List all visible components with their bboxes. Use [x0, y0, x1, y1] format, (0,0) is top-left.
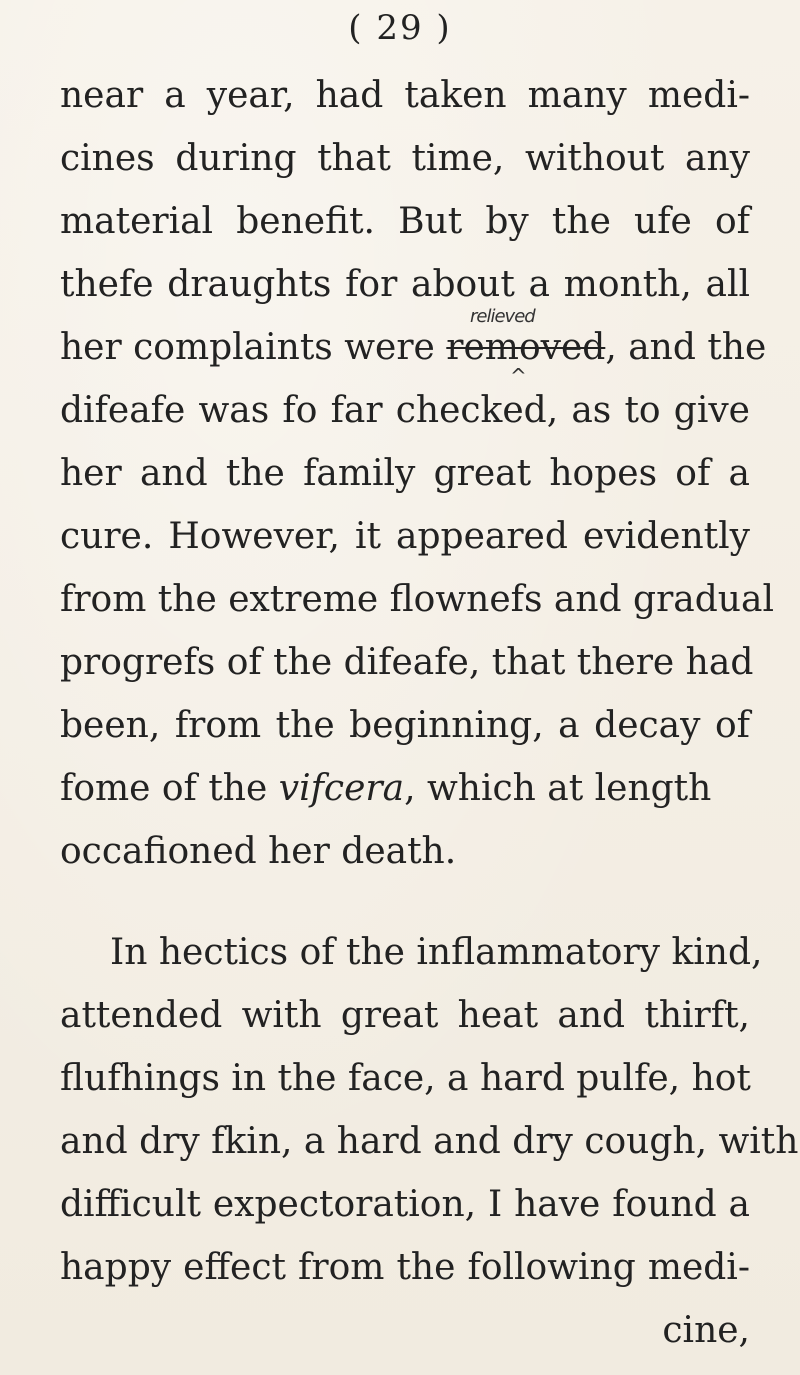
text-segment: her complaints were: [60, 327, 447, 368]
text-line: flufhings in the face, a hard pulfe, hot: [60, 1058, 751, 1099]
italic-word: vifcera: [278, 768, 405, 809]
text-line: thefe draughts for about a month, all: [60, 264, 750, 305]
text-line: cine,: [662, 1310, 750, 1351]
page-number: ( 29 ): [348, 8, 452, 48]
text-line: In hectics of the inflammatory kind,: [110, 932, 763, 973]
text-segment: , and the: [605, 327, 767, 368]
text-line: cines during that time, without any: [60, 138, 750, 179]
text-line: near a year, had taken many medi-: [60, 75, 750, 116]
text-line: occafioned her death.: [60, 831, 457, 872]
text-line: been, from the beginning, a decay of: [60, 705, 750, 746]
text-line: and dry fkin, a hard and dry cough, with: [60, 1121, 799, 1162]
text-line: difficult expectoration, I have found a: [60, 1184, 750, 1225]
text-line: [60, 327, 767, 368]
text-line: happy effect from the following medi-: [60, 1247, 750, 1288]
handwritten-correction: relieved: [470, 306, 535, 327]
insertion-caret: ^: [510, 364, 527, 388]
text-line: [60, 768, 750, 809]
text-line: her and the family great hopes of a: [60, 453, 750, 494]
text-segment: , which at length: [404, 768, 712, 809]
text-line: material benefit. But by the ufe of: [60, 201, 750, 242]
text-line: attended with great heat and thirft,: [60, 995, 750, 1036]
text-line: from the extreme flownefs and gradual: [60, 579, 774, 620]
struck-word: removed: [446, 327, 606, 368]
text-segment: fome of the: [60, 768, 279, 809]
text-line: cure. However, it appeared evidently: [60, 516, 750, 557]
text-line: progrefs of the difeafe, that there had: [60, 642, 754, 683]
text-line: difeafe was fo far checked, as to give: [60, 390, 750, 431]
